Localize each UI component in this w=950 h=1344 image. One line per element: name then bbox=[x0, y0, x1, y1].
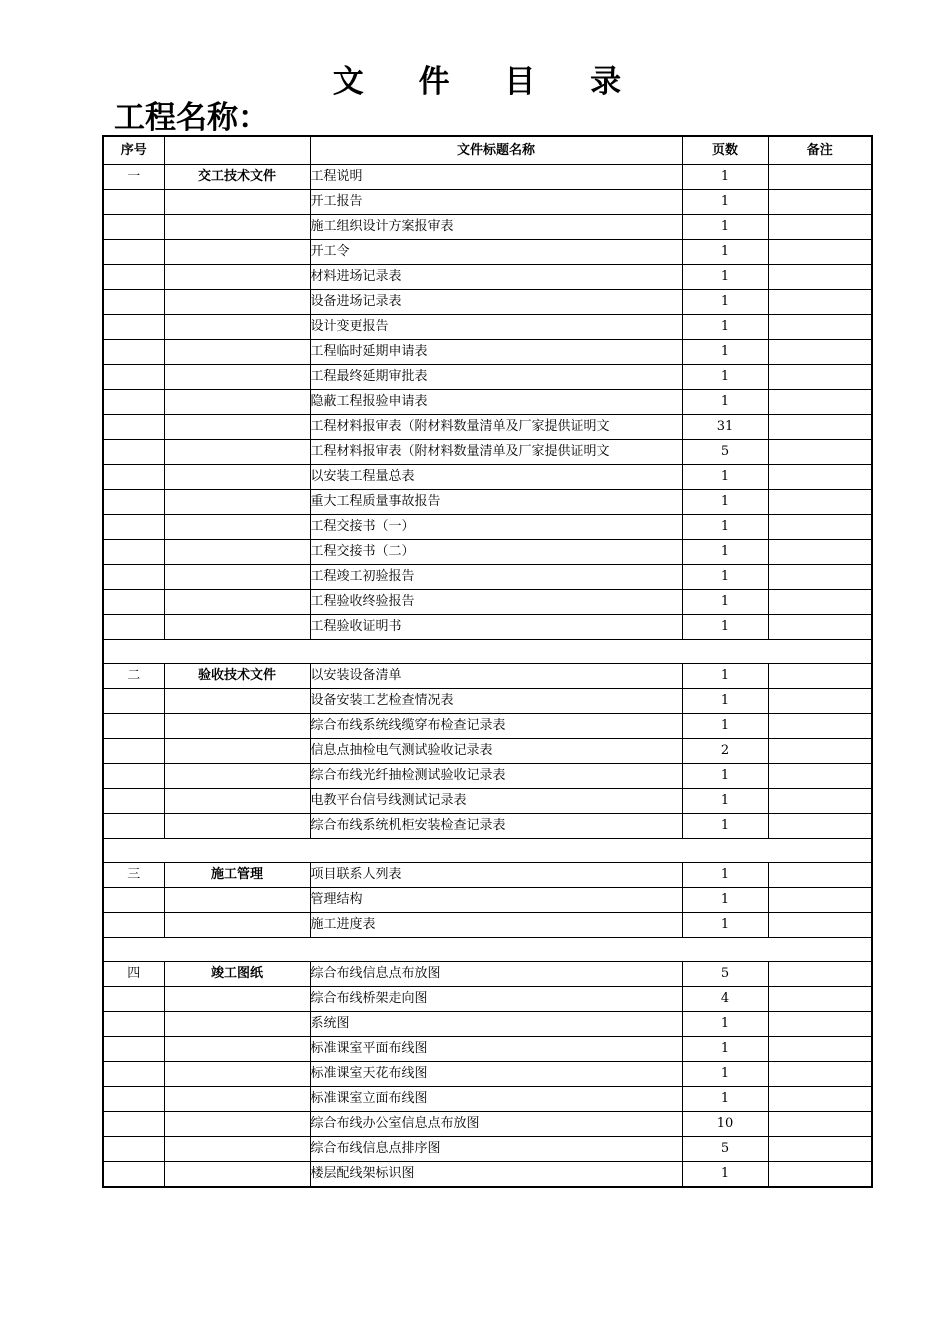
category-cell bbox=[164, 789, 310, 814]
table-row bbox=[103, 265, 872, 290]
notes-cell bbox=[768, 315, 872, 340]
notes-cell bbox=[768, 888, 872, 913]
seq-cell bbox=[103, 290, 164, 315]
seq-cell bbox=[103, 888, 164, 913]
category-cell bbox=[164, 215, 310, 240]
seq-cell bbox=[103, 265, 164, 290]
category-cell bbox=[164, 1087, 310, 1112]
pages-cell: 31 bbox=[682, 415, 768, 440]
header-notes: 备注 bbox=[768, 136, 872, 165]
pages-cell: 1 bbox=[682, 689, 768, 714]
file-title-cell: 工程验收终验报告 bbox=[310, 590, 682, 615]
seq-cell bbox=[103, 590, 164, 615]
pages-cell: 10 bbox=[682, 1112, 768, 1137]
file-title-cell: 工程交接书（一） bbox=[310, 515, 682, 540]
table-row bbox=[103, 190, 872, 215]
pages-cell: 1 bbox=[682, 315, 768, 340]
pages-cell: 1 bbox=[682, 814, 768, 839]
table-row bbox=[103, 1087, 872, 1112]
file-title-cell: 设备进场记录表 bbox=[310, 290, 682, 315]
pages-cell: 1 bbox=[682, 714, 768, 739]
category-cell bbox=[164, 764, 310, 789]
spacer-cell bbox=[103, 938, 872, 962]
seq-cell bbox=[103, 440, 164, 465]
pages-cell: 1 bbox=[682, 465, 768, 490]
pages-cell: 1 bbox=[682, 615, 768, 640]
notes-cell bbox=[768, 240, 872, 265]
file-title-cell: 综合布线系统线缆穿布检查记录表 bbox=[310, 714, 682, 739]
notes-cell bbox=[768, 664, 872, 689]
pages-cell: 1 bbox=[682, 888, 768, 913]
table-row bbox=[103, 615, 872, 640]
category-cell bbox=[164, 315, 310, 340]
category-cell bbox=[164, 415, 310, 440]
seq-cell bbox=[103, 789, 164, 814]
file-title-cell: 隐蔽工程报验申请表 bbox=[310, 390, 682, 415]
file-title-cell: 标准课室天花布线图 bbox=[310, 1062, 682, 1087]
pages-cell: 1 bbox=[682, 1012, 768, 1037]
category-cell bbox=[164, 1062, 310, 1087]
table-row bbox=[103, 1137, 872, 1162]
seq-cell bbox=[103, 390, 164, 415]
notes-cell bbox=[768, 165, 872, 190]
file-title-cell: 材料进场记录表 bbox=[310, 265, 682, 290]
file-title-cell: 工程验收证明书 bbox=[310, 615, 682, 640]
pages-cell: 1 bbox=[682, 165, 768, 190]
pages-cell: 1 bbox=[682, 515, 768, 540]
file-title-cell: 工程说明 bbox=[310, 165, 682, 190]
seq-cell bbox=[103, 1012, 164, 1037]
category-cell bbox=[164, 565, 310, 590]
notes-cell bbox=[768, 1037, 872, 1062]
seq-cell bbox=[103, 739, 164, 764]
notes-cell bbox=[768, 490, 872, 515]
seq-cell bbox=[103, 987, 164, 1012]
pages-cell: 1 bbox=[682, 240, 768, 265]
file-title-cell: 工程最终延期审批表 bbox=[310, 365, 682, 390]
notes-cell bbox=[768, 415, 872, 440]
table-row bbox=[103, 714, 872, 739]
file-title-cell: 工程竣工初验报告 bbox=[310, 565, 682, 590]
pages-cell: 1 bbox=[682, 1087, 768, 1112]
table-row bbox=[103, 689, 872, 714]
table-row bbox=[103, 764, 872, 789]
header-category bbox=[164, 136, 310, 165]
notes-cell bbox=[768, 1012, 872, 1037]
table-row bbox=[103, 340, 872, 365]
notes-cell bbox=[768, 340, 872, 365]
file-title-cell: 楼层配线架标识图 bbox=[310, 1162, 682, 1188]
seq-cell bbox=[103, 764, 164, 789]
category-cell: 验收技术文件 bbox=[164, 664, 310, 689]
notes-cell bbox=[768, 190, 872, 215]
seq-cell bbox=[103, 465, 164, 490]
pages-cell: 1 bbox=[682, 863, 768, 888]
file-title-cell: 综合布线信息点布放图 bbox=[310, 962, 682, 987]
notes-cell bbox=[768, 265, 872, 290]
notes-cell bbox=[768, 1162, 872, 1188]
category-cell bbox=[164, 365, 310, 390]
notes-cell bbox=[768, 390, 872, 415]
section-spacer-row bbox=[103, 938, 872, 962]
pages-cell: 1 bbox=[682, 1162, 768, 1188]
category-cell bbox=[164, 590, 310, 615]
seq-cell bbox=[103, 1062, 164, 1087]
notes-cell bbox=[768, 590, 872, 615]
pages-cell: 1 bbox=[682, 540, 768, 565]
spacer-cell bbox=[103, 640, 872, 664]
pages-cell: 2 bbox=[682, 739, 768, 764]
seq-cell bbox=[103, 315, 164, 340]
file-title-cell: 施工进度表 bbox=[310, 913, 682, 938]
table-row bbox=[103, 1062, 872, 1087]
table-row bbox=[103, 739, 872, 764]
notes-cell bbox=[768, 1137, 872, 1162]
seq-cell bbox=[103, 913, 164, 938]
table-row bbox=[103, 165, 872, 190]
table-row bbox=[103, 1162, 872, 1188]
seq-cell bbox=[103, 565, 164, 590]
notes-cell bbox=[768, 515, 872, 540]
file-title-cell: 综合布线办公室信息点布放图 bbox=[310, 1112, 682, 1137]
category-cell bbox=[164, 1162, 310, 1188]
seq-cell bbox=[103, 415, 164, 440]
table-row bbox=[103, 215, 872, 240]
pages-cell: 5 bbox=[682, 962, 768, 987]
file-title-cell: 管理结构 bbox=[310, 888, 682, 913]
table-row bbox=[103, 987, 872, 1012]
pages-cell: 1 bbox=[682, 215, 768, 240]
seq-cell bbox=[103, 814, 164, 839]
notes-cell bbox=[768, 290, 872, 315]
category-cell bbox=[164, 987, 310, 1012]
category-cell bbox=[164, 1037, 310, 1062]
file-title-cell: 以安装设备清单 bbox=[310, 664, 682, 689]
notes-cell bbox=[768, 962, 872, 987]
category-cell: 施工管理 bbox=[164, 863, 310, 888]
file-title-cell: 设计变更报告 bbox=[310, 315, 682, 340]
table-row bbox=[103, 415, 872, 440]
table-row bbox=[103, 540, 872, 565]
table-row bbox=[103, 1112, 872, 1137]
seq-cell bbox=[103, 689, 164, 714]
table-row bbox=[103, 814, 872, 839]
table-row bbox=[103, 1012, 872, 1037]
table-row bbox=[103, 390, 872, 415]
category-cell bbox=[164, 340, 310, 365]
seq-cell bbox=[103, 1037, 164, 1062]
table-row bbox=[103, 490, 872, 515]
pages-cell: 1 bbox=[682, 664, 768, 689]
pages-cell: 1 bbox=[682, 590, 768, 615]
pages-cell: 5 bbox=[682, 440, 768, 465]
file-title-cell: 信息点抽检电气测试验收记录表 bbox=[310, 739, 682, 764]
table-row bbox=[103, 863, 872, 888]
file-title-cell: 综合布线信息点排序图 bbox=[310, 1137, 682, 1162]
category-cell bbox=[164, 689, 310, 714]
category-cell bbox=[164, 240, 310, 265]
header-seq: 序号 bbox=[103, 136, 164, 165]
seq-cell bbox=[103, 190, 164, 215]
category-cell bbox=[164, 465, 310, 490]
notes-cell bbox=[768, 615, 872, 640]
table-row bbox=[103, 789, 872, 814]
category-cell bbox=[164, 615, 310, 640]
table-row bbox=[103, 365, 872, 390]
category-cell bbox=[164, 1112, 310, 1137]
notes-cell bbox=[768, 1112, 872, 1137]
pages-cell: 1 bbox=[682, 265, 768, 290]
section-spacer-row bbox=[103, 839, 872, 863]
category-cell bbox=[164, 1012, 310, 1037]
file-title-cell: 施工组织设计方案报审表 bbox=[310, 215, 682, 240]
file-title-cell: 工程交接书（二） bbox=[310, 540, 682, 565]
header-pages: 页数 bbox=[682, 136, 768, 165]
file-title-cell: 电教平台信号线测试记录表 bbox=[310, 789, 682, 814]
file-title-cell: 开工报告 bbox=[310, 190, 682, 215]
seq-cell: 四 bbox=[103, 962, 164, 987]
table-row bbox=[103, 565, 872, 590]
category-cell: 竣工图纸 bbox=[164, 962, 310, 987]
spacer-cell bbox=[103, 839, 872, 863]
file-catalog-table bbox=[102, 135, 873, 1188]
file-title-cell: 工程临时延期申请表 bbox=[310, 340, 682, 365]
notes-cell bbox=[768, 1062, 872, 1087]
seq-cell bbox=[103, 365, 164, 390]
file-title-cell: 工程材料报审表（附材料数量清单及厂家提供证明文 bbox=[310, 440, 682, 465]
category-cell: 交工技术文件 bbox=[164, 165, 310, 190]
file-title-cell: 设备安装工艺检查情况表 bbox=[310, 689, 682, 714]
seq-cell bbox=[103, 1137, 164, 1162]
notes-cell bbox=[768, 987, 872, 1012]
category-cell bbox=[164, 290, 310, 315]
seq-cell bbox=[103, 490, 164, 515]
file-title-cell: 重大工程质量事故报告 bbox=[310, 490, 682, 515]
notes-cell bbox=[768, 1087, 872, 1112]
table-row bbox=[103, 1037, 872, 1062]
notes-cell bbox=[768, 465, 872, 490]
notes-cell bbox=[768, 764, 872, 789]
pages-cell: 1 bbox=[682, 190, 768, 215]
file-title-cell: 综合布线系统机柜安装检查记录表 bbox=[310, 814, 682, 839]
seq-cell bbox=[103, 615, 164, 640]
pages-cell: 1 bbox=[682, 290, 768, 315]
category-cell bbox=[164, 440, 310, 465]
table-row bbox=[103, 888, 872, 913]
notes-cell bbox=[768, 789, 872, 814]
category-cell bbox=[164, 190, 310, 215]
table-row bbox=[103, 440, 872, 465]
category-cell bbox=[164, 814, 310, 839]
pages-cell: 1 bbox=[682, 565, 768, 590]
seq-cell: 一 bbox=[103, 165, 164, 190]
file-title-cell: 综合布线桥架走向图 bbox=[310, 987, 682, 1012]
notes-cell bbox=[768, 215, 872, 240]
seq-cell bbox=[103, 1087, 164, 1112]
category-cell bbox=[164, 888, 310, 913]
category-cell bbox=[164, 913, 310, 938]
category-cell bbox=[164, 515, 310, 540]
project-name-label: 工程名称： bbox=[114, 100, 269, 136]
table-row bbox=[103, 913, 872, 938]
pages-cell: 1 bbox=[682, 1062, 768, 1087]
table-row bbox=[103, 290, 872, 315]
file-title-cell: 标准课室立面布线图 bbox=[310, 1087, 682, 1112]
file-title-cell: 开工令 bbox=[310, 240, 682, 265]
pages-cell: 1 bbox=[682, 789, 768, 814]
table-row bbox=[103, 240, 872, 265]
pages-cell: 4 bbox=[682, 987, 768, 1012]
seq-cell: 二 bbox=[103, 664, 164, 689]
file-title-cell: 项目联系人列表 bbox=[310, 863, 682, 888]
file-title-cell: 标准课室平面布线图 bbox=[310, 1037, 682, 1062]
table-row bbox=[103, 590, 872, 615]
header-file-title: 文件标题名称 bbox=[310, 136, 682, 165]
notes-cell bbox=[768, 814, 872, 839]
seq-cell bbox=[103, 240, 164, 265]
pages-cell: 1 bbox=[682, 913, 768, 938]
table-row bbox=[103, 664, 872, 689]
pages-cell: 1 bbox=[682, 340, 768, 365]
table-row bbox=[103, 515, 872, 540]
notes-cell bbox=[768, 565, 872, 590]
pages-cell: 1 bbox=[682, 1037, 768, 1062]
file-title-cell: 系统图 bbox=[310, 1012, 682, 1037]
table-row bbox=[103, 315, 872, 340]
notes-cell bbox=[768, 689, 872, 714]
table-row bbox=[103, 962, 872, 987]
table-body bbox=[103, 165, 872, 1188]
category-cell bbox=[164, 1137, 310, 1162]
seq-cell bbox=[103, 540, 164, 565]
file-title-cell: 综合布线光纤抽检测试验收记录表 bbox=[310, 764, 682, 789]
category-cell bbox=[164, 265, 310, 290]
category-cell bbox=[164, 390, 310, 415]
section-spacer-row bbox=[103, 640, 872, 664]
seq-cell bbox=[103, 1112, 164, 1137]
file-title-cell: 工程材料报审表（附材料数量清单及厂家提供证明文 bbox=[310, 415, 682, 440]
category-cell bbox=[164, 739, 310, 764]
file-title-cell: 以安装工程量总表 bbox=[310, 465, 682, 490]
seq-cell bbox=[103, 1162, 164, 1188]
notes-cell bbox=[768, 714, 872, 739]
pages-cell: 1 bbox=[682, 390, 768, 415]
seq-cell bbox=[103, 340, 164, 365]
pages-cell: 1 bbox=[682, 365, 768, 390]
notes-cell bbox=[768, 863, 872, 888]
table-row bbox=[103, 465, 872, 490]
notes-cell bbox=[768, 365, 872, 390]
category-cell bbox=[164, 540, 310, 565]
pages-cell: 5 bbox=[682, 1137, 768, 1162]
pages-cell: 1 bbox=[682, 490, 768, 515]
table-header-row bbox=[103, 136, 872, 165]
seq-cell bbox=[103, 714, 164, 739]
pages-cell: 1 bbox=[682, 764, 768, 789]
notes-cell bbox=[768, 540, 872, 565]
category-cell bbox=[164, 490, 310, 515]
notes-cell bbox=[768, 440, 872, 465]
document-title: 文 件 目 录 bbox=[332, 64, 644, 100]
seq-cell bbox=[103, 215, 164, 240]
category-cell bbox=[164, 714, 310, 739]
notes-cell bbox=[768, 913, 872, 938]
seq-cell bbox=[103, 515, 164, 540]
notes-cell bbox=[768, 739, 872, 764]
seq-cell: 三 bbox=[103, 863, 164, 888]
